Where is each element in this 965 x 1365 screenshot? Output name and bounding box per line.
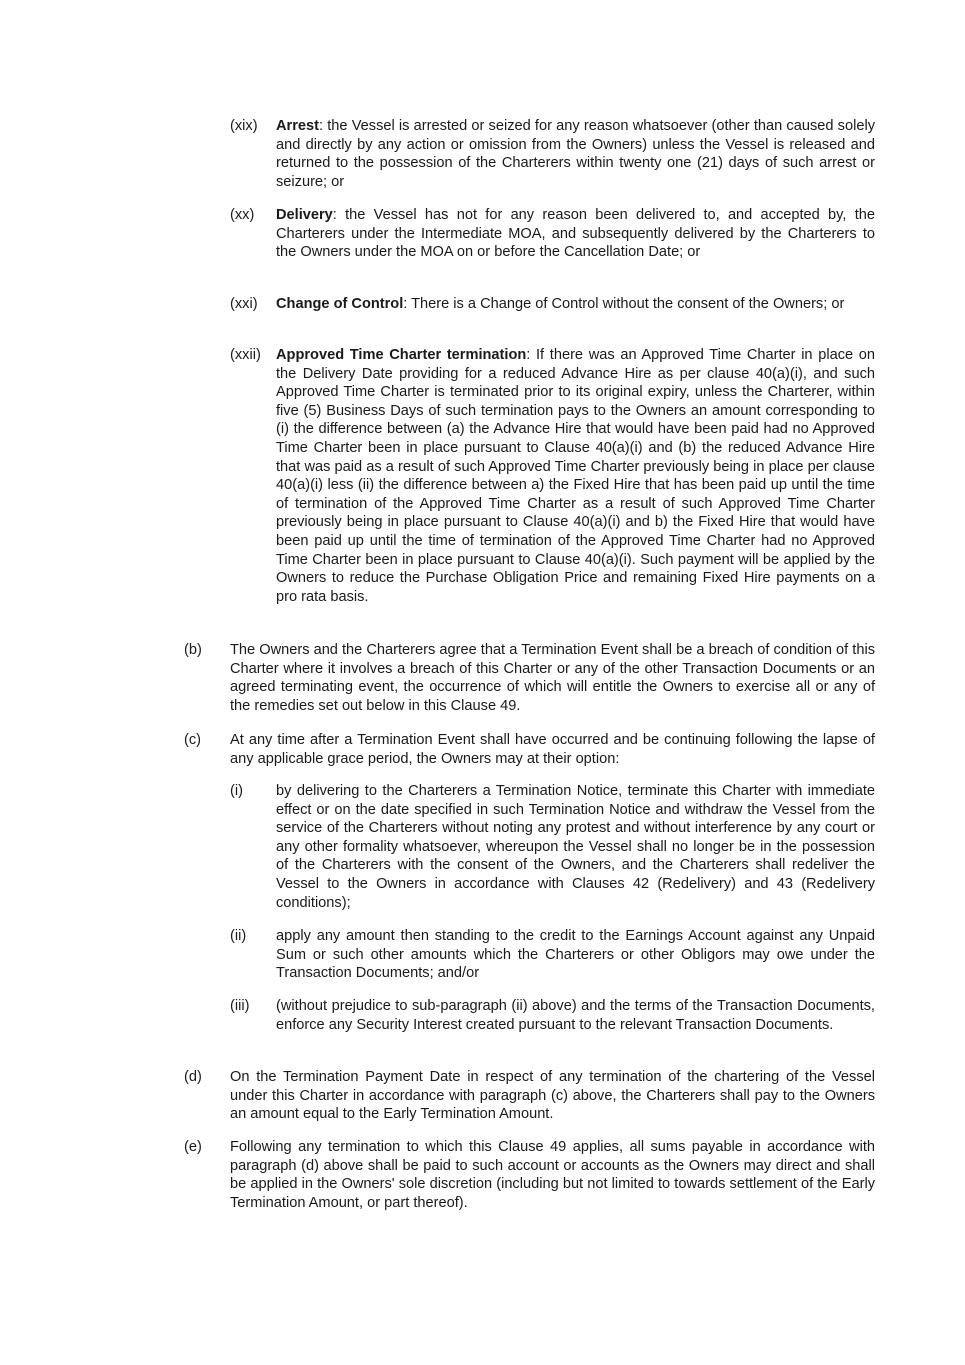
paragraph-label: (c): [184, 732, 202, 748]
clause-text: [276, 206, 875, 262]
clause-body: : If there was an Approved Time Charter in place on the Delivery Date providing for a reduced Advance Hire as per clause 40(a)(i), and such Approved Time Charter is terminated prior to its original expiry, unless the Charterer, within five (5) Business Days of such termination pays to the Owners an amount corresponding to (i) the difference between (a) the Advance Hire that would have been paid had no Approved Time Charter been in place pursuant to Clause 40(a)(i) and (b) the reduced Advance Hire that was paid as a result of such Approved Time Charter previously being in place per clause 40(a)(i) less (ii) the difference between a) the Fixed Hire that has been paid up until the time of termination of the Approved Time Charter as a result of such Approved Time Charter previously being in place pursuant to Clause 40(a)(i) and b) the Fixed Hire that would have been paid up until the time of termination of the Approved Time Charter had no Approved Time Charter been in place pursuant to Clause 40(a)(i). Such payment will be applied by the Owners to reduce the Purchase Obligation Price and remaining Fixed Hire payments on a pro rata basis.: [276, 347, 876, 605]
paragraph-text: The Owners and the Charterers agree that a Termination Event shall be a breach of condition of this Charter where it involves a breach of this Charter or any of the other Transaction Documents or an agreed terminating event, the occurrence of which will entitle the Owners to exercise all or any of the remedies set out below in this Clause 49.: [230, 642, 875, 714]
clause-text: apply any amount then standing to the credit to the Earnings Account against any Unpaid Sum or such other amounts which the Charterers or other Obligors may owe under the Transaction Documents; and/or: [276, 928, 875, 982]
clause-text: (without prejudice to sub-paragraph (ii) above) and the terms of the Transaction Documents, enforce any Security Interest created pursuant to the relevant Transaction Documents.: [276, 998, 875, 1033]
clause-c-ii: [230, 927, 875, 983]
clause-xix: [230, 117, 875, 191]
clause-title: Approved Time Charter termination: [276, 347, 527, 363]
clause-c-iii: [230, 997, 875, 1034]
clause-text: [276, 295, 875, 314]
clause-xx: [230, 206, 875, 262]
clause-text: by delivering to the Charterers a Termination Notice, terminate this Charter with immediate effect or on the date specified in such Termination Notice and withdraw the Vessel from the service of the Charterers without noting any protest and without interference by any court or any other formality whatsoever, whereupon the Vessel shall no longer be in the possession of the Charterers with the consent of the Owners, and the Charterers shall redeliver the Vessel to the Owners in accordance with Clauses 42 (Redelivery) and 43 (Redelivery conditions);: [276, 783, 875, 911]
clause-label: (xix): [230, 118, 258, 134]
clause-title: Arrest: [276, 118, 319, 134]
clause-xxii: [230, 346, 875, 606]
paragraph-text: On the Termination Payment Date in respect of any termination of the chartering of the Vessel under this Charter in accordance with paragraph (c) above, the Charterers shall pay to the Owners an amount equal to the Early Termination Amount.: [230, 1069, 875, 1123]
clause-title: Change of Control: [276, 296, 404, 312]
paragraph-text: At any time after a Termination Event shall have occurred and be continuing following the lapse of any applicable grace period, the Owners may at their option:: [230, 732, 875, 767]
paragraph-text: Following any termination to which this Clause 49 applies, all sums payable in accordance with paragraph (d) above shall be paid to such account or accounts as the Owners may direct and shall be applied in the Owners' sole discretion (including but not limited to towards settlement of the Early Termination Amount, or part thereof).: [230, 1139, 875, 1211]
clause-c-i: [230, 782, 875, 912]
clause-xxi: [230, 295, 875, 314]
clause-body: : the Vessel is arrested or seized for any reason whatsoever (other than caused solely and directly by any action or omission from the Owners) unless the Vessel is released and returned to the possession of the Charterers within twenty one (21) days of such arrest or seizure; or: [276, 118, 875, 190]
paragraph-c: [184, 731, 875, 768]
clause-label: (iii): [230, 998, 250, 1014]
clause-text: [276, 346, 875, 606]
paragraph-b: [184, 641, 875, 715]
clause-text: [276, 117, 875, 191]
clause-body: : There is a Change of Control without the consent of the Owners; or: [403, 296, 845, 312]
clause-body: : the Vessel has not for any reason been delivered to, and accepted by, the Charterers under the Intermediate MOA, and subsequently delivered by the Charterers to the Owners under the MOA on or before the Cancellation Date; or: [276, 207, 875, 261]
paragraph-label: (e): [184, 1139, 202, 1155]
clause-label: (i): [230, 783, 243, 799]
clause-title: Delivery: [276, 207, 333, 223]
paragraph-label: (d): [184, 1069, 202, 1085]
paragraph-label: (b): [184, 642, 202, 658]
clause-label: (xx): [230, 207, 255, 223]
clause-label: (xxi): [230, 296, 258, 312]
clause-label: (xxii): [230, 347, 261, 363]
paragraph-e: [184, 1138, 875, 1212]
clause-label: (ii): [230, 928, 247, 944]
paragraph-d: [184, 1068, 875, 1124]
